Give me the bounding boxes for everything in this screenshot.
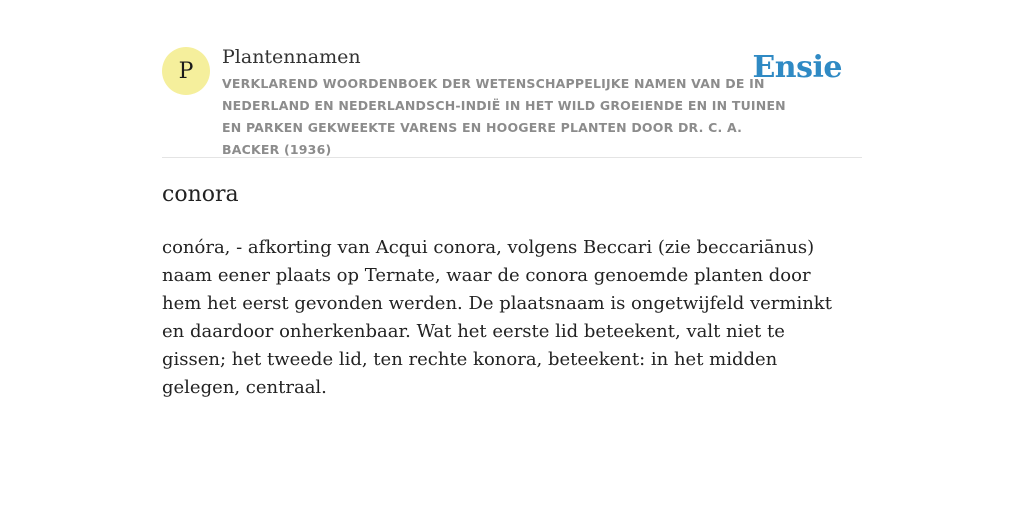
entry-headword: conora (162, 182, 239, 207)
entry-definition: conóra, - afkorting van Acqui conora, volgens Beccari (zie beccariānus) naam eener plaats op Ternate, waar de conora genoemde planten door hem het eerst gevonden werden. De plaatsnaam is ongetwijfeld verminkt en daardoor onherkenbaar. Wat het eerste lid beteekent, valt niet te gissen; het tweede lid, ten rechte konora, beteekent: in het midden gelegen, centraal. (162, 237, 832, 398)
dictionary-subtitle: VERKLAREND WOORDENBOEK DER WETENSCHAPPELIJKE NAMEN VAN DE IN NEDERLAND EN NEDERLANDSCH-INDIË IN HET WILD GROEIENDE EN IN TUINEN EN PARKEN GEKWEEKTE VARENS EN HOOGERE PLANTEN DOOR DR. C. A. BACKER (1936) (222, 76, 786, 157)
dictionary-header (162, 44, 862, 158)
dictionary-title[interactable]: Plantennamen (222, 46, 361, 68)
dictionary-avatar[interactable]: P (162, 47, 210, 95)
ensie-logo[interactable]: Ensie (752, 50, 842, 85)
